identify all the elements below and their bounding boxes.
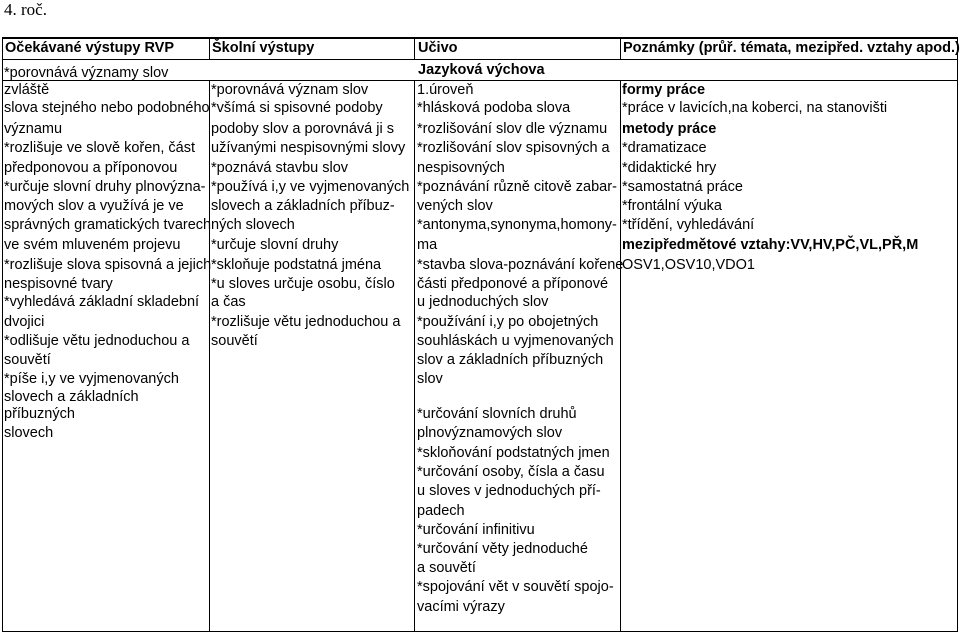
col3-line: a souvětí	[417, 560, 476, 576]
col1-line: *rozlišuje ve slově kořen, část	[4, 140, 195, 156]
table-bottom-border	[2, 631, 958, 632]
col3-line: části předponové a příponové	[417, 276, 609, 292]
col2-line: slovech a základních příbuz-	[211, 198, 395, 214]
col3-line: *používání i,y po obojetných	[417, 314, 599, 330]
col2-line: *rozlišuje větu jednoduchou a	[211, 314, 401, 330]
col2-line: *porovnává význam slov	[211, 82, 369, 98]
col1-line: slovech a základních	[4, 389, 139, 405]
col1-divider	[209, 37, 210, 60]
col3-line: *určování osoby, čísla a času	[417, 464, 605, 480]
table-left-border	[2, 37, 3, 632]
header-bottom-border	[2, 59, 958, 60]
col3-divider	[620, 37, 621, 60]
col3-line: vených slov	[417, 198, 493, 214]
col1-line: předponovou a příponovou	[4, 160, 178, 176]
col2-line: a čas	[211, 294, 246, 310]
col2-line: ných slovech	[211, 217, 295, 233]
col1-divider-lower	[209, 80, 210, 632]
col3-line: *spojování vět v souvětí spojo-	[417, 579, 614, 595]
col1-line: souvětí	[4, 352, 51, 368]
header-notes: Poznámky (průř. témata, mezipřed. vztahy apod.)	[623, 40, 960, 56]
col3-line: *určování slovních druhů	[417, 406, 577, 422]
col4-line: mezipředmětové vztahy:VV,HV,PČ,VL,PŘ,M	[622, 237, 919, 253]
col4-line: *samostatná práce	[622, 179, 743, 195]
col4-line: *didaktické hry	[622, 160, 717, 176]
col3-line: *určování infinitivu	[417, 522, 535, 538]
col3-line: vacími výrazy	[417, 599, 505, 615]
col3-line: slov a základních příbuzných	[417, 352, 604, 368]
col2-line: *určuje slovní druhy	[211, 237, 339, 253]
col4-line: OSV1,OSV10,VDO1	[622, 257, 755, 273]
col3-divider-lower	[620, 80, 621, 632]
col3-line: 1.úroveň	[417, 82, 474, 98]
header-rvp: Očekávané výstupy RVP	[5, 40, 174, 56]
header-curriculum: Učivo	[418, 40, 458, 56]
table-top-border	[2, 37, 958, 39]
col1-line: slova stejného nebo podobného	[4, 100, 210, 116]
col2-line: *všímá si spisovné podoby	[211, 100, 383, 116]
col3-line: padech	[417, 503, 465, 519]
col3-line: *rozlišování slov spisovných a	[417, 140, 610, 156]
col1-line: zvláště	[4, 82, 50, 98]
col2-line: užívanými nespisovnými slovy	[211, 140, 406, 156]
col3-line: slov	[417, 371, 443, 387]
col2-line: *používá i,y ve vyjmenovaných	[211, 179, 410, 195]
col2-line: *poznává stavbu slov	[211, 160, 349, 176]
col3-line: u jednoduchých slov	[417, 294, 549, 310]
col1-line: významu	[4, 121, 63, 137]
col3-line: *určování věty jednoduché	[417, 541, 588, 557]
col3-line: plnovýznamových slov	[417, 425, 563, 441]
col4-line: *frontální výuka	[622, 198, 722, 214]
col1-line: *rozlišuje slova spisovná a jejich	[4, 257, 212, 273]
col2-line: souvětí	[211, 333, 258, 349]
col3-line: *stavba slova-poznávání kořene	[417, 257, 624, 273]
col3-line: u sloves v jednoduchých pří-	[417, 483, 601, 499]
col2-divider-lower	[414, 80, 415, 632]
col4-line: *práce v lavicích,na koberci, na stanovišti	[622, 100, 888, 116]
col1-line: slovech	[4, 425, 54, 441]
col4-line: *třídění, vyhledávání	[622, 217, 755, 233]
col3-line: *hlásková podoba slova	[417, 100, 571, 116]
col4-line: *dramatizace	[622, 140, 707, 156]
col1-line: *píše i,y ve vyjmenovaných	[4, 371, 179, 387]
col3-line: souhláskách u vyjmenovaných	[417, 333, 614, 349]
col3-line: *poznávání různě citově zabar-	[417, 179, 617, 195]
col4-line: formy práce	[622, 82, 706, 98]
col1-line: *odlišuje větu jednoduchou a	[4, 333, 190, 349]
col1-line: *vyhledává základní skladební	[4, 294, 200, 310]
col1-line: správných gramatických tvarech	[4, 217, 212, 233]
col1-line: *porovnává významy slov	[4, 65, 169, 81]
col1-line: nespisovné tvary	[4, 276, 113, 292]
table-right-border	[957, 37, 958, 632]
section-title: Jazyková výchova	[418, 62, 545, 78]
header-school-outputs: Školní výstupy	[212, 40, 315, 56]
col3-line: *skloňování podstatných jmen	[417, 445, 610, 461]
col1-line: *určuje slovní druhy plnovýzna-	[4, 179, 206, 195]
col2-divider	[414, 37, 415, 60]
col3-line: nespisovných	[417, 160, 505, 176]
col3-line: *antonyma,synonyma,homony-	[417, 217, 617, 233]
col1-line: dvojici	[4, 314, 45, 330]
col2-line: *u sloves určuje osobu, číslo	[211, 276, 395, 292]
col3-line: ma	[417, 237, 438, 253]
col2-line: podoby slov a porovnává ji s	[211, 121, 394, 137]
col2-line: *skloňuje podstatná jména	[211, 257, 382, 273]
col1-line: příbuzných	[4, 406, 75, 422]
col1-line: mových slov a využívá je ve	[4, 198, 184, 214]
page-heading: 4. roč.	[4, 0, 47, 19]
col1-line: ve svém mluveném projevu	[4, 237, 181, 253]
col3-line: *rozlišování slov dle významu	[417, 121, 608, 137]
col4-line: metody práce	[622, 121, 717, 137]
